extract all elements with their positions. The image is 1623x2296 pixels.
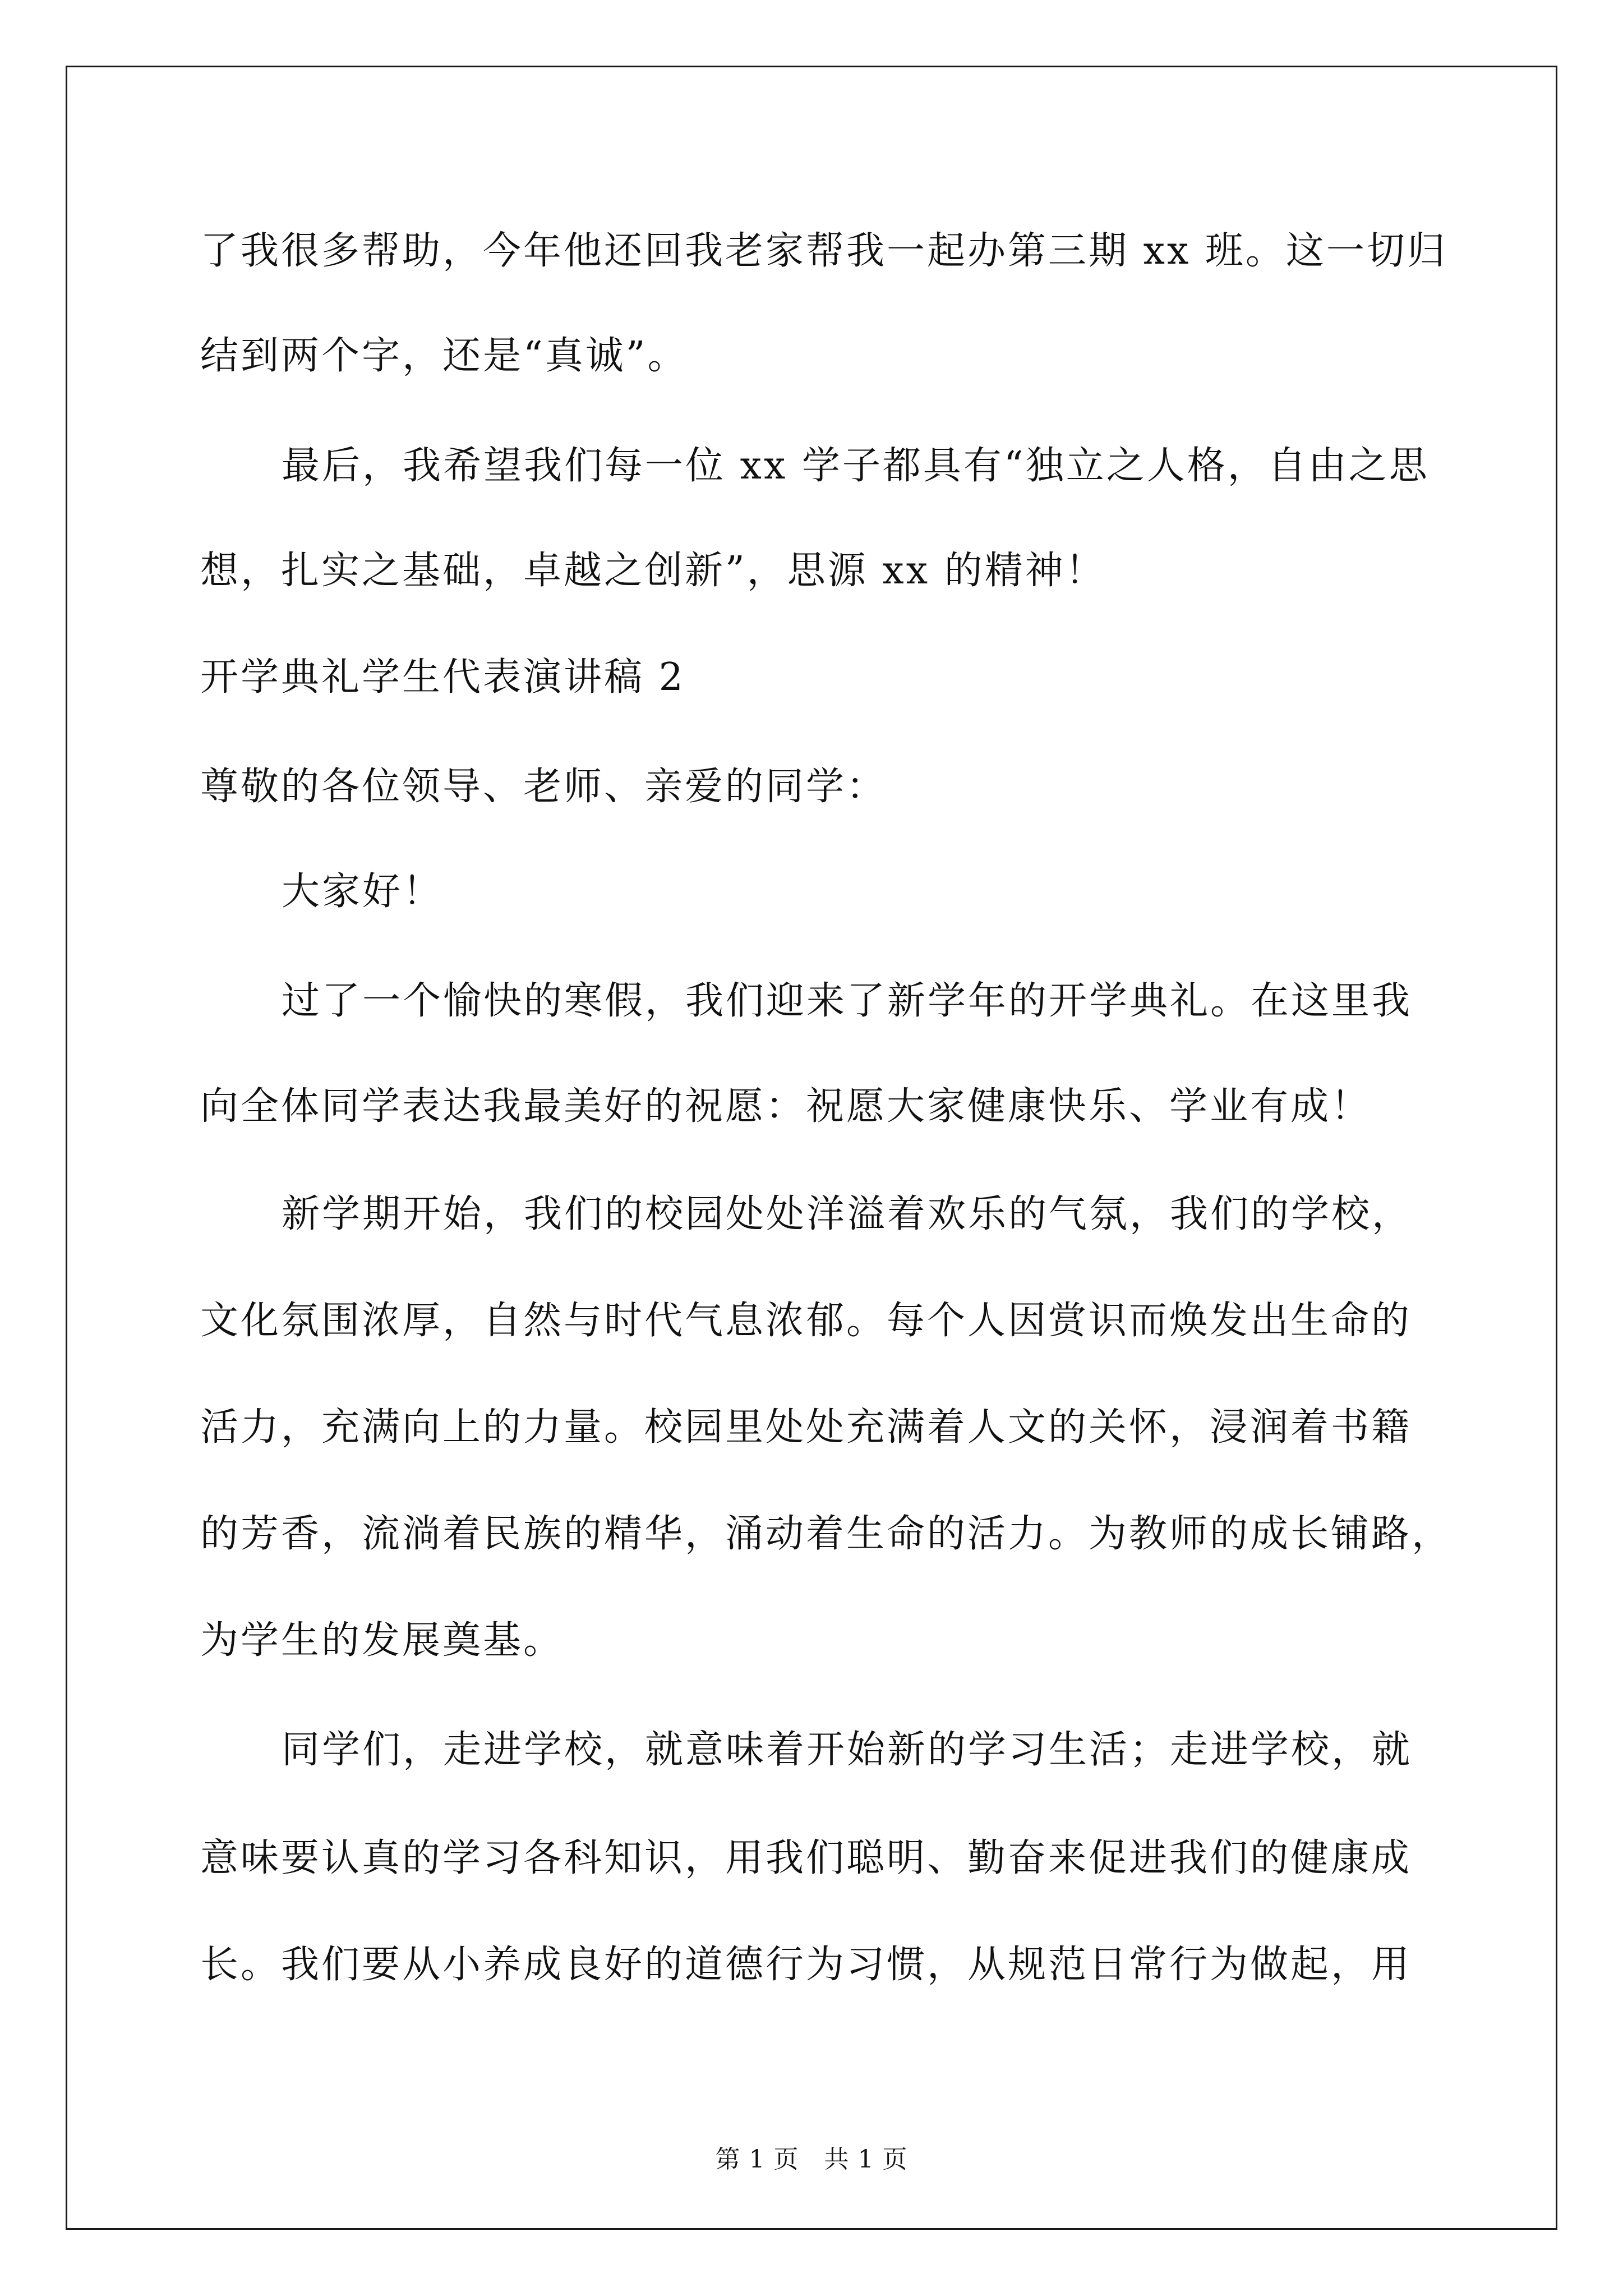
paragraph-start: 过了一个愉快的寒假，我们迎来了新学年的开学典礼。在这里我 [282, 979, 1413, 1023]
text-line: 想，扎实之基础，卓越之创新”，思源 xx 的精神！ [200, 549, 1106, 593]
greeting: 大家好！ [282, 869, 444, 914]
paragraph-start: 最后，我希望我们每一位 xx 学子都具有“独立之人格，自由之思 [282, 444, 1430, 488]
text-line: 活力，充满向上的力量。校园里处处充满着人文的关怀，浸润着书籍 [200, 1405, 1412, 1450]
page-number-footer: 第 1 页 共 1 页 [715, 2145, 908, 2174]
paragraph-start: 同学们，走进学校，就意味着开始新的学习生活；走进学校，就 [282, 1728, 1413, 1772]
text-line: 文化氛围浓厚，自然与时代气息浓郁。每个人因赏识而焕发出生命的 [200, 1299, 1412, 1343]
salutation: 尊敬的各位领导、老师、亲爱的同学： [200, 765, 887, 809]
text-line: 长。我们要从小养成良好的道德行为习惯，从规范日常行为做起，用 [200, 1943, 1412, 1987]
paragraph-start: 新学期开始，我们的校园处处洋溢着欢乐的气氛，我们的学校， [282, 1192, 1413, 1236]
text-line: 了我很多帮助，今年他还回我老家帮我一起办第三期 xx 班。这一切归 [200, 229, 1447, 273]
page-border [66, 66, 1557, 2230]
text-line: 结到两个字，还是“真诚”。 [200, 334, 688, 378]
section-title: 开学典礼学生代表演讲稿 2 [200, 655, 685, 700]
text-line: 的芳香，流淌着民族的精华，涌动着生命的活力。为教师的成长铺路， [200, 1512, 1453, 1556]
text-line: 为学生的发展奠基。 [200, 1618, 564, 1663]
text-line: 意味要认真的学习各科知识，用我们聪明、勤奋来促进我们的健康成 [200, 1836, 1412, 1880]
text-line: 向全体同学表达我最美好的祝愿：祝愿大家健康快乐、学业有成！ [200, 1084, 1372, 1129]
